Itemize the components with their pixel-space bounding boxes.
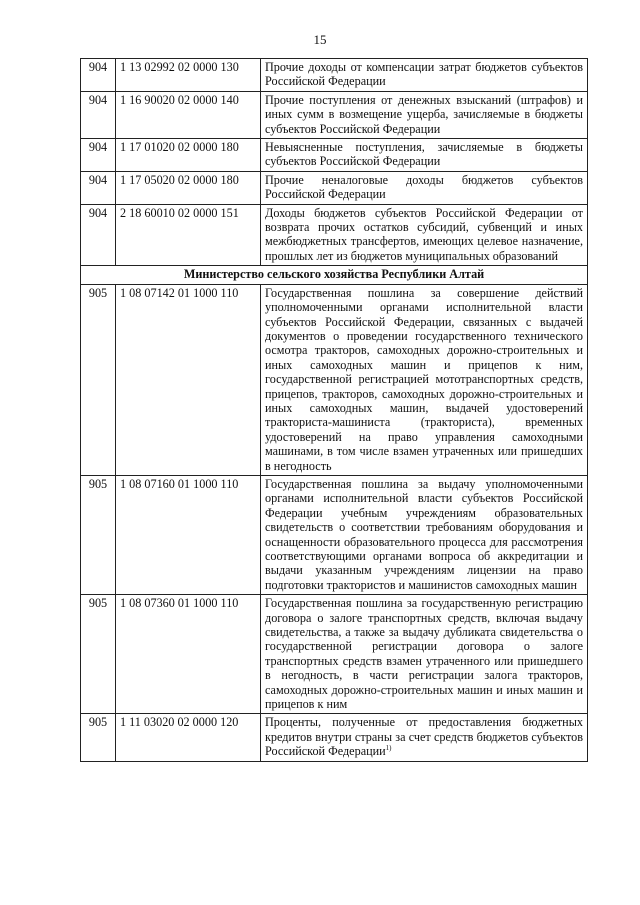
budget-code-cell: 1 16 90020 02 0000 140 (116, 91, 261, 138)
description-cell: Прочие неналоговые доходы бюджетов субъектов Российской Федерации (261, 171, 588, 204)
section-heading-row (81, 266, 588, 284)
budget-code-cell: 1 17 01020 02 0000 180 (116, 139, 261, 172)
admin-code-cell: 904 (81, 171, 116, 204)
table-row (81, 171, 588, 204)
description-cell: Прочие доходы от компенсации затрат бюджетов субъектов Российской Федерации (261, 59, 588, 92)
budget-code-cell: 1 08 07360 01 1000 110 (116, 595, 261, 714)
admin-code-cell: 904 (81, 204, 116, 266)
description-text: Проценты, полученные от предоставления бюджетных кредитов внутри страны за счет средств бюджетов субъектов Российской Федерации (265, 715, 583, 759)
admin-code-cell: 904 (81, 59, 116, 92)
section-heading: Министерство сельского хозяйства Республики Алтай (81, 266, 588, 284)
table-row (81, 714, 588, 761)
admin-code-cell: 904 (81, 139, 116, 172)
admin-code-cell: 905 (81, 475, 116, 594)
description-cell: Государственная пошлина за совершение действий уполномоченными органами исполнительной власти субъектов Российской Федерации, связанных с выдачей документов о проведении государственного технического осмотра тракторов, самоходных дорожно-строительных и иных самоходных машин и прицепов к ним, государственной регистрацией мототранспортных средств, прицепов, тракторов, самоходных дорожно-строительных и иных самоходных машин, выдачей удостоверений тракториста-машиниста (тракториста), временных удостоверений на право управления самоходными машинами, в том числе взамен утраченных или пришедших в негодность (261, 284, 588, 475)
admin-code-cell: 905 (81, 595, 116, 714)
revenue-codes-table (80, 58, 588, 762)
budget-code-cell: 1 08 07160 01 1000 110 (116, 475, 261, 594)
admin-code-cell: 904 (81, 91, 116, 138)
description-cell: Доходы бюджетов субъектов Российской Федерации от возврата прочих остатков субсидий, субвенций и иных межбюджетных трансфертов, имеющих целевое назначение, прошлых лет из бюджетов муниципальных образований (261, 204, 588, 266)
table-row (81, 139, 588, 172)
budget-code-cell: 1 13 02992 02 0000 130 (116, 59, 261, 92)
table-row (81, 284, 588, 475)
description-cell: Невыясненные поступления, зачисляемые в бюджеты субъектов Российской Федерации (261, 139, 588, 172)
table-row (81, 91, 588, 138)
description-cell: Государственная пошлина за государственную регистрацию договора о залоге транспортных средств, включая выдачу свидетельства, а также за выдачу дубликата свидетельства о государственной регистрации договора о залоге транспортных средств взамен утраченного или пришедшего в негодность, в части регистрации залога тракторов, самоходных дорожно-строительных машин и иных машин и прицепов к ним (261, 595, 588, 714)
budget-code-cell: 1 08 07142 01 1000 110 (116, 284, 261, 475)
budget-code-cell: 2 18 60010 02 0000 151 (116, 204, 261, 266)
budget-code-cell: 1 17 05020 02 0000 180 (116, 171, 261, 204)
admin-code-cell: 905 (81, 714, 116, 761)
page-number: 15 (313, 32, 327, 47)
description-cell (261, 714, 588, 761)
admin-code-cell: 905 (81, 284, 116, 475)
table-row (81, 475, 588, 594)
description-cell: Прочие поступления от денежных взысканий (штрафов) и иных сумм в возмещение ущерба, зачисляемые в бюджеты субъектов Российской Федерации (261, 91, 588, 138)
description-cell: Государственная пошлина за выдачу уполномоченными органами исполнительной власти субъектов Российской Федерации учебным учреждениям образовательных свидетельств о соответствии требованиям оборудования и оснащенности образовательного процесса для рассмотрения соответствующими органами вопроса об аккредитации и выдачи указанным учреждениям лицензии на право подготовки трактористов и машинистов самоходных машин (261, 475, 588, 594)
table-row (81, 59, 588, 92)
table-row (81, 595, 588, 714)
table-row (81, 204, 588, 266)
budget-code-cell: 1 11 03020 02 0000 120 (116, 714, 261, 761)
footnote-marker: 1) (385, 744, 392, 753)
